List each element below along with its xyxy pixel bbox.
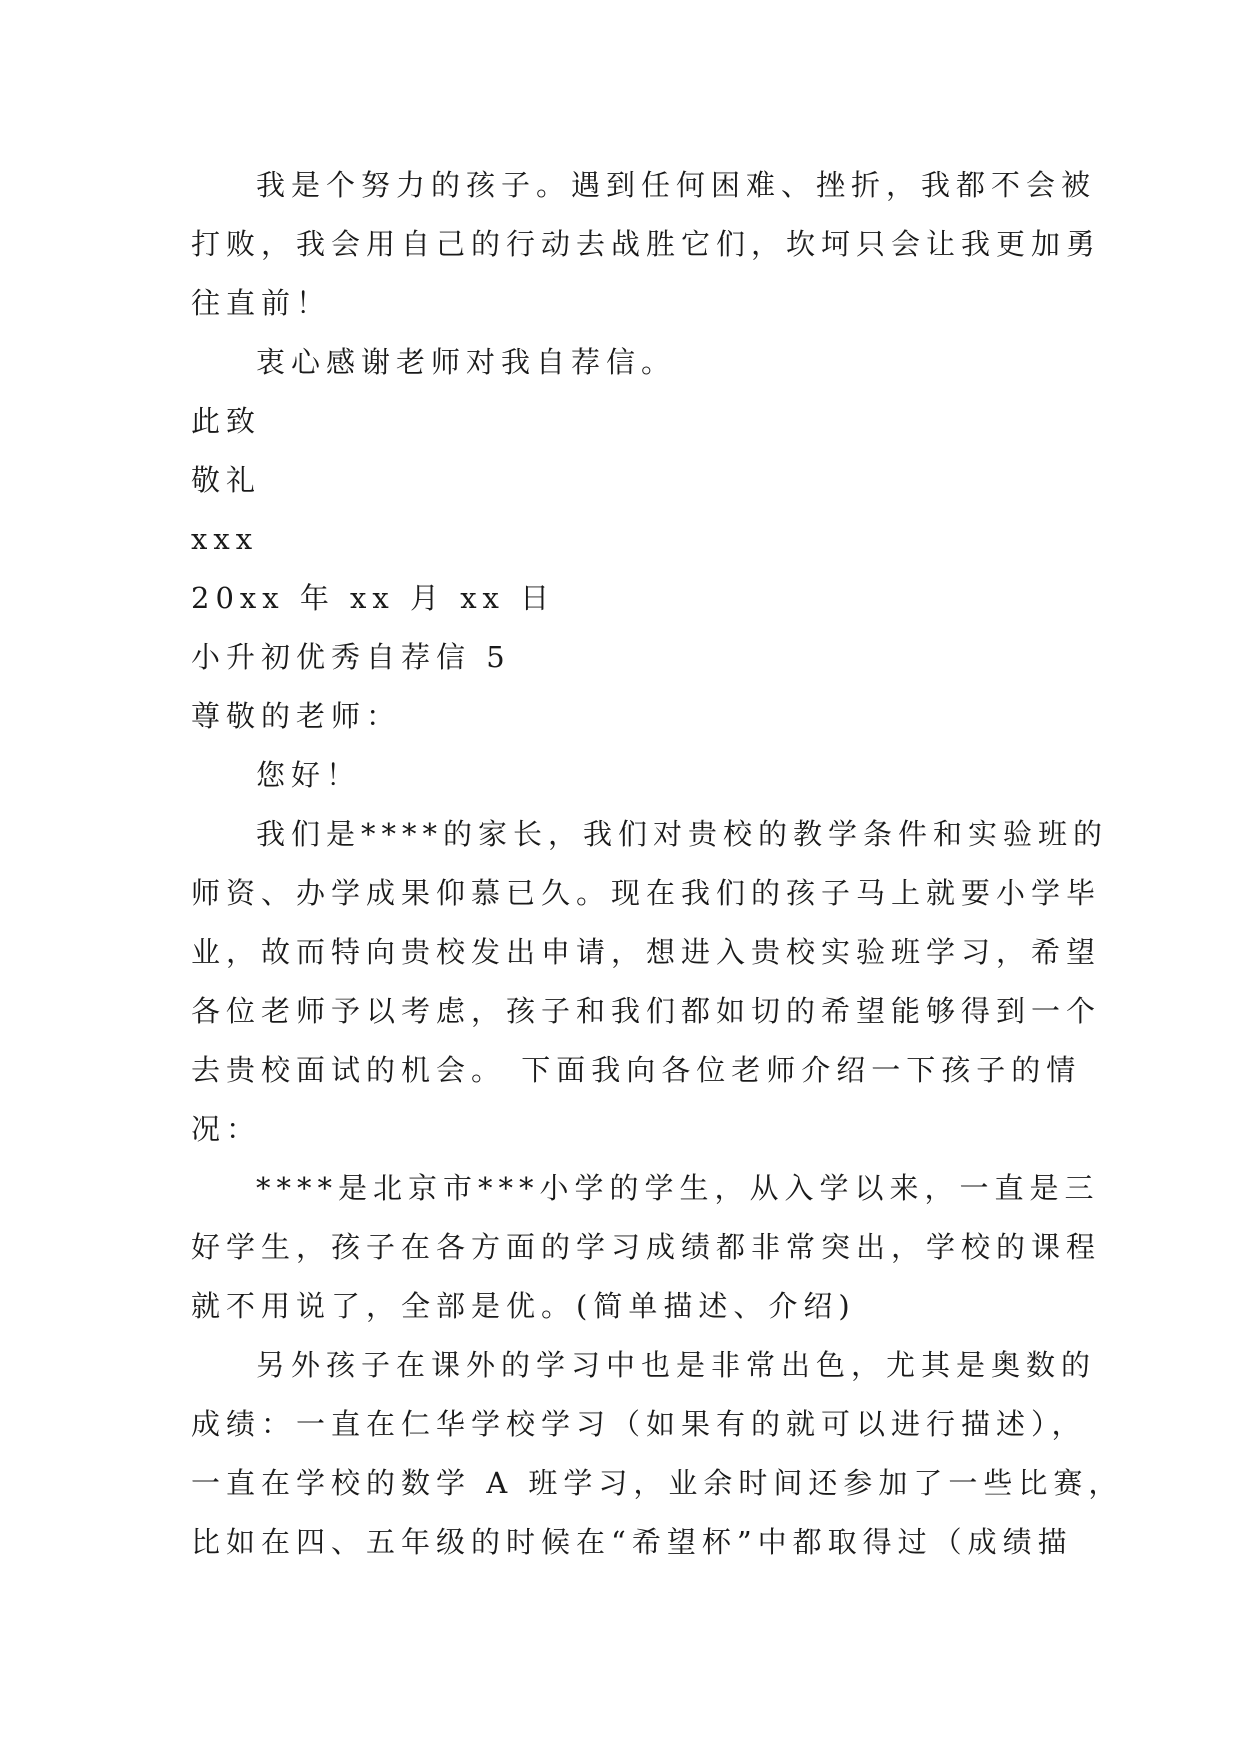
closing-phrase: 此致: [191, 404, 262, 438]
paragraph-line: 去贵校面试的机会。 下面我向各位老师介绍一下孩子的情: [191, 1053, 1082, 1087]
paragraph-line: 比如在四、五年级的时候在“希望杯”中都取得过（成绩描: [191, 1525, 1073, 1559]
greeting-hello: 您好！: [256, 758, 362, 792]
paragraph-line: 衷心感谢老师对我自荐信。: [256, 345, 677, 379]
paragraph-line: 各位老师予以考虑，孩子和我们都如切的希望能够得到一个: [191, 994, 1102, 1028]
paragraph-line: 我们是****的家长，我们对贵校的教学条件和实验班的: [256, 817, 1109, 851]
paragraph-line: 就不用说了，全部是优。(简单描述、介绍): [191, 1289, 856, 1323]
paragraph-line: 好学生，孩子在各方面的学习成绩都非常突出，学校的课程: [191, 1230, 1102, 1264]
date: 20xx 年 xx 月 xx 日: [191, 581, 556, 615]
paragraph-line: 一直在学校的数学 A 班学习，业余时间还参加了一些比赛，: [191, 1466, 1124, 1500]
signature: xxx: [191, 522, 259, 556]
section-title: 小升初优秀自荐信 5: [191, 640, 511, 674]
greeting: 尊敬的老师：: [191, 699, 402, 733]
paragraph-line: 成绩：一直在仁华学校学习（如果有的就可以进行描述），: [191, 1407, 1087, 1441]
paragraph-line: 况：: [191, 1112, 262, 1146]
paragraph-line: 打败，我会用自己的行动去战胜它们，坎坷只会让我更加勇: [191, 227, 1102, 261]
paragraph-line: 业，故而特向贵校发出申请，想进入贵校实验班学习，希望: [191, 935, 1102, 969]
paragraph-line: 我是个努力的孩子。遇到任何困难、挫折，我都不会被: [256, 168, 1097, 202]
paragraph-line: 另外孩子在课外的学习中也是非常出色，尤其是奥数的: [256, 1348, 1097, 1382]
paragraph-line: 师资、办学成果仰慕已久。现在我们的孩子马上就要小学毕: [191, 876, 1102, 910]
paragraph-line: ****是北京市***小学的学生，从入学以来，一直是三: [256, 1171, 1100, 1205]
closing-salutation: 敬礼: [191, 463, 262, 497]
paragraph-line: 往直前！: [191, 286, 332, 320]
